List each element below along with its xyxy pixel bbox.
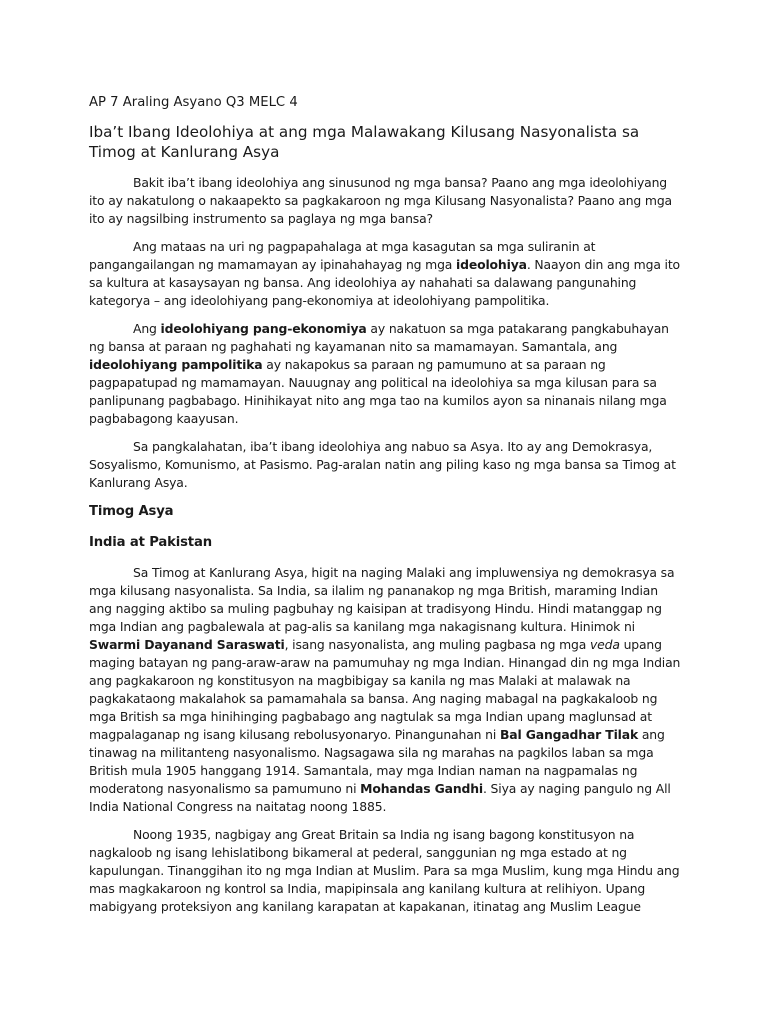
text-run: Ang mataas na uri ng pagpapahalaga at mga kasagutan sa mga suliranin at pangangailangan ng mamamayan ay ipinahahayag ng mga (89, 239, 596, 272)
paragraph-ideolohiya-types (89, 320, 683, 428)
text-run: Ang (133, 321, 161, 336)
text-run: Sa Timog at Kanlurang Asya, higit na naging Malaki ang impluwensiya ng demokrasya sa mga kilusang nasyonalista. Sa India, sa ilalim ng pananakop ng mga British, maraming Indian ang nagging aktibo sa muling pagbuhay ng kaisipan at tradisyong Hindu. Hindi matanggap ng mga Indian ang pagbalewala at pag-alis sa kanilang mga nakagisnang kultura. Hinimok ni (89, 565, 675, 634)
paragraph-intro-questions: Bakit iba’t ibang ideolohiya ang sinusunod ng mga bansa? Paano ang mga ideolohiyang ito ay nakatulong o nakaapekto sa pagkakaroon ng mga Kilusang Nasyonalista? Paano ang mga ito ay nagsilbing instrumento sa paglaya ng mga bansa? (89, 175, 672, 226)
text-run: ay nakapokus sa paraan ng pamumuno at sa paraan ng pagpapatupad ng mamamayan. Nauugnay ang political na ideolohiya sa mga kilusan para sa panlipunang pagbabago. Hinihikayat nito ang mga tao na kumilos ayon sa ninanais nilang mga pagbabagong kaayusan. (89, 357, 667, 426)
text-run: ang tinawag na militanteng nasyonalismo. Nagsagawa sila ng marahas na pagkilos laban sa mga British mula 1905 hanggang 1914. Samantala, may mga Indian naman na nagpamalas ng moderatong nasyonalismo sa pamumuno ni (89, 727, 665, 796)
text-run: , isang nasyonalista, ang muling pagbasa ng mga (284, 637, 590, 652)
document-title (89, 122, 689, 162)
title-line-2: Timog at Kanlurang Asya (89, 143, 280, 161)
text-run: . Naayon din ang mga ito sa kultura at kasaysayan ng bansa. Ang ideolohiya ay nahahati sa dalawang pangunahing kategorya – ang ideolohiyang pang-ekonomiya at ideolohiyang pampolitika. (89, 257, 680, 308)
text-run: ay nakatuon sa mga patakarang pangkabuhayan ng bansa at paraan ng paghahati ng kayamanan nito sa mamamayan. Samantala, ang (89, 321, 669, 354)
bold-term-ideolohiya: ideolohiya (456, 257, 527, 272)
bold-name-gandhi: Mohandas Gandhi (360, 781, 483, 796)
paragraph-india-nationalism (89, 564, 683, 816)
document-body (89, 174, 683, 926)
section-heading-timog-asya: Timog Asya (89, 504, 174, 519)
italic-term-veda: veda (589, 637, 620, 652)
title-line-1: Iba’t Ibang Ideolohiya at ang mga Malawakang Kilusang Nasyonalista sa (89, 123, 640, 141)
text-run: upang maging batayan ng pang-araw-araw na pamumuhay ng mga Indian. Hinangad din ng mga Indian ang pagkakaroon ng konstitusyon na magbibigay sa kanila ng mas Malaki at malawak na pagkakataong makalahok sa pamamahala sa bansa. Ang naging mabagal na pagkakaloob ng mga British sa mga hinihinging pagbabago ang nagtulak sa mga Indian upang maglunsad at magpalaganap ng isang kilusang rebolusyonaryo. Pinangunahan ni (89, 637, 681, 742)
bold-term-pampolitika: ideolohiyang pampolitika (89, 357, 263, 372)
text-run: . Siya ay naging pangulo ng All India National Congress na naitatag noong 1885. (89, 781, 671, 814)
bold-term-pang-ekonomiya: ideolohiyang pang-ekonomiya (160, 321, 367, 336)
paragraph-ideolohiya-asya: Sa pangkalahatan, iba’t ibang ideolohiya ang nabuo sa Asya. Ito ay ang Demokrasya, Sosyalismo, Komunismo, at Pasismo. Pag-aralan natin ang piling kaso ng mga bansa sa Timog at Kanlurang Asya. (89, 439, 676, 490)
section-heading-india-pakistan: India at Pakistan (89, 535, 212, 550)
paragraph-ideolohiya-definition (89, 238, 683, 310)
bold-name-saraswati: Swarmi Dayanand Saraswati (89, 637, 285, 652)
document-header: AP 7 Araling Asyano Q3 MELC 4 (89, 95, 298, 110)
bold-name-tilak: Bal Gangadhar Tilak (499, 727, 639, 742)
paragraph-1935-constitution: Noong 1935, nagbigay ang Great Britain sa India ng isang bagong konstitusyon na nagkaloob ng isang lehislatibong bikameral at pederal, sanggunian ng mga estado at ng kapulungan. Tinanggihan ito ng mga Indian at Muslim. Para sa mga Muslim, kung mga Hindu ang mas magkakaroon ng kontrol sa India, mapipinsala ang kanilang kultura at relihiyon. Upang mabigyang proteksiyon ang kanilang karapatan at kapakanan, itinatag ang Muslim League (89, 827, 680, 914)
